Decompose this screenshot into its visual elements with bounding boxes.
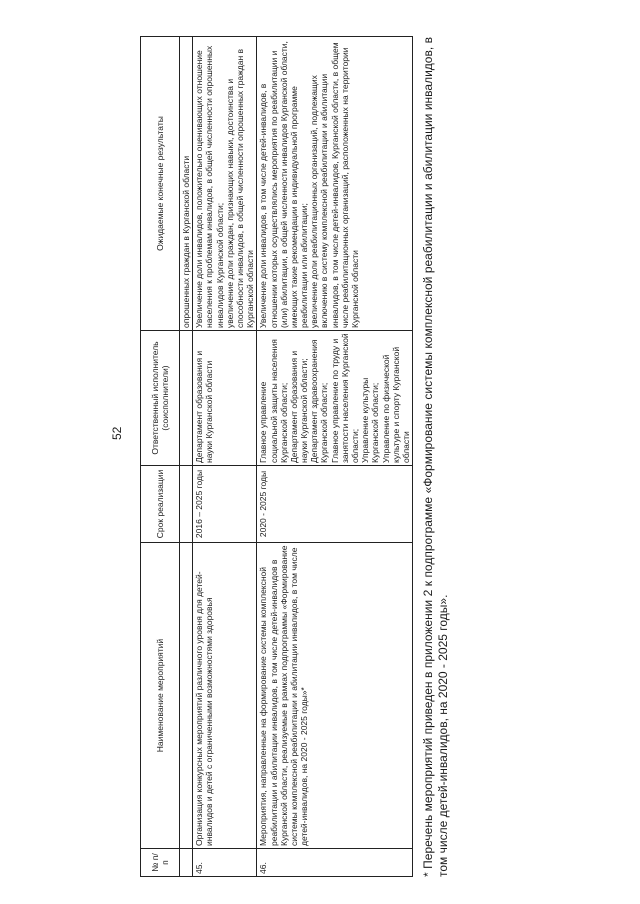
executor-line: Главное управление по труду и занятости населения Курганской области;	[329, 333, 360, 463]
cell-empty	[180, 331, 193, 466]
row-name: Мероприятия, направленные на формирование системы комплексной реабилитации и абилитации инвалидов, в том числе детей-инвалидов в Курганской области, реализуемые в рамках подпрограммы «Формирование системы комплексной реабилитации и абилитации инвалидов, в том числе детей-инвалидов, на 2020 - 2025 годы»*	[257, 543, 413, 849]
executor-line: Департамент здравоохранения Курганской области;	[309, 339, 330, 463]
executor-line: Управление культуры Курганской области;	[360, 377, 381, 463]
page-number: 52	[110, 426, 124, 440]
header-term: Срок реализации	[141, 466, 180, 543]
row-executor	[193, 331, 257, 466]
row-num: 45.	[193, 849, 257, 877]
executor-line: Управление по физической культуре и спорту Курганской области	[380, 346, 411, 463]
footnote: * Перечень мероприятий приведен в приложении 2 к подпрограмме «Формирование системы комплексной реабилитации и абилитации инвалидов, в том числе детей-инвалидов, на 2020 - 2025 годы».	[421, 37, 451, 877]
table-row	[193, 37, 257, 877]
result-line: увеличение доли граждан, признающих навыки, достоинства и способности инвалидов, в общей численности опрошенных граждан в Курганской области	[224, 48, 256, 328]
row-results	[193, 37, 257, 331]
result-line: Увеличение доли инвалидов, в том числе детей-инвалидов, в отношении которых осуществлялись мероприятия по реабилитации и (или) абилитации, в общей численности инвалидов Курганской области, имеющих такие рекомендации в индивидуальной программе реабилитации или абилитации;	[258, 41, 310, 328]
row-results	[257, 37, 413, 331]
row-executor	[257, 331, 413, 466]
executor-line: Главное управление социальной защиты населения Курганской области;	[258, 339, 289, 463]
executor-line: Департамент образования и науки Курганской области	[194, 350, 215, 463]
measures-table	[140, 36, 413, 877]
row-term: 2016 – 2025 годы	[193, 466, 257, 543]
header-results: Ожидаемые конечные результаты	[141, 37, 180, 331]
result-line: Увеличение доли инвалидов, положительно оценивающих отношение населения к проблемам инвалидов, в общей численности опрошенных инвалидов Курганской области;	[194, 45, 225, 328]
executor-line: Департамент образования и науки Курганской области;	[288, 350, 310, 463]
table-row	[257, 37, 413, 877]
header-executor: Ответственный исполнитель (соисполнители)	[141, 331, 180, 466]
table-row-continuation	[180, 37, 193, 877]
cell-empty	[180, 849, 193, 877]
cell-empty	[180, 466, 193, 543]
rotated-document	[140, 37, 451, 877]
header-num: № п/п	[141, 849, 180, 877]
continuation-results: опрошенных граждан в Курганской области	[180, 37, 193, 331]
row-num: 46.	[257, 849, 413, 877]
result-line: увеличение доли реабилитационных организаций, подлежащих включению в систему комплексной реабилитации и абилитации инвалидов, в том числе детей-инвалидов, Курганской области, в общем числе реабилитационных организаций, расположенных на территории Курганской области	[309, 42, 360, 328]
row-name: Организация конкурсных мероприятий различного уровня для детей-инвалидов и детей с ограниченными возможностями здоровья	[193, 543, 257, 849]
cell-empty	[180, 543, 193, 849]
header-name: Наименование мероприятий	[141, 543, 180, 849]
table-header-row	[141, 37, 180, 877]
row-term: 2020 - 2025 годы	[257, 466, 413, 543]
